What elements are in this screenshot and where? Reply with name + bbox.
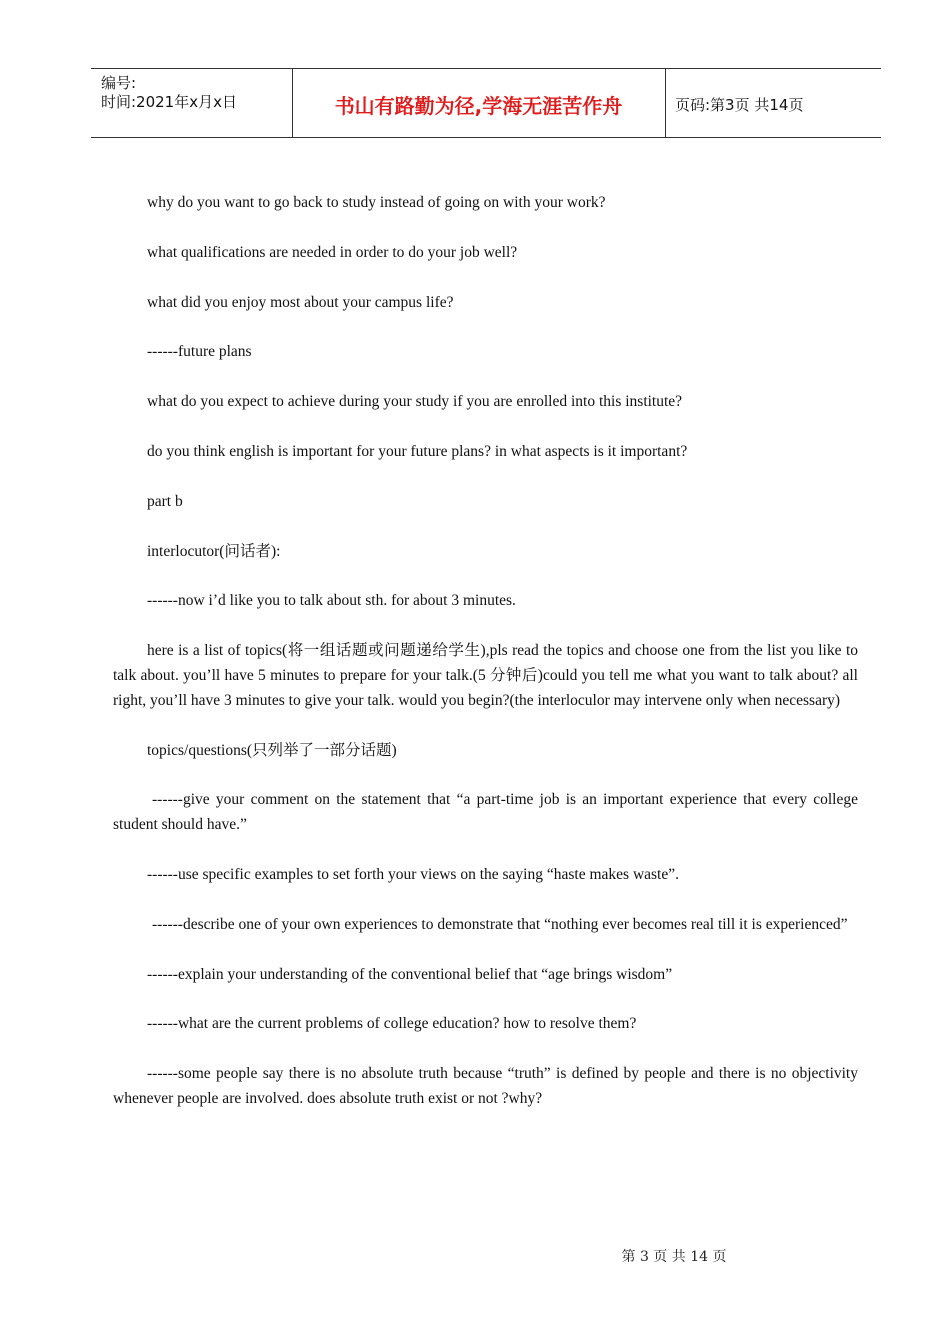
- topic-item: ------explain your understanding of the conventional belief that “age brings wisdom”: [147, 965, 673, 983]
- document-number-label: 编号:: [101, 74, 137, 92]
- paragraph: what did you enjoy most about your campus life?: [147, 293, 454, 311]
- page-header: [91, 68, 881, 138]
- header-motto-cell: [292, 69, 666, 137]
- paragraph: here is a list of topics(将一组话题或问题递给学生),pls read the topics and choose one from the list you like to talk about. you’ll have 5 minutes to prepare for your talk.(5 分钟后)could you tell me what you want to talk about? all right, you’ll have 3 minutes to give your talk. would you begin?(the interloculor may intervene only when necessary): [113, 642, 858, 709]
- topic-item: ------what are the current problems of college education? how to resolve them?: [147, 1015, 637, 1033]
- topic-item: ------describe one of your own experiences to demonstrate that “nothing ever becomes real till it is experienced”: [152, 915, 848, 933]
- section-heading: ------future plans: [147, 343, 252, 361]
- document-body: [113, 191, 858, 1137]
- footer-page-number: 第 3 页 共 14 页: [621, 1249, 727, 1265]
- document-date-label: 时间:2021年x月x日: [101, 93, 237, 111]
- topic-item: ------some people say there is no absolute truth because “truth” is defined by people and there is no objectivity whenever people are involved. does absolute truth exist or not ?why?: [113, 1065, 858, 1107]
- header-meta-cell: [91, 69, 293, 137]
- page-footer: [0, 1246, 950, 1266]
- paragraph: why do you want to go back to study instead of going on with your work?: [147, 194, 606, 211]
- paragraph: what do you expect to achieve during your study if you are enrolled into this institute?: [147, 393, 683, 411]
- section-heading: part b: [147, 492, 183, 510]
- paragraph: ------now i’d like you to talk about sth. for about 3 minutes.: [147, 592, 516, 610]
- paragraph: what qualifications are needed in order to do your job well?: [147, 243, 518, 261]
- topic-item: ------use specific examples to set forth your views on the saying “haste makes waste”.: [147, 865, 679, 883]
- paragraph: do you think english is important for your future plans? in what aspects is it important?: [147, 442, 688, 460]
- header-page-info: 页码:第3页 共14页: [675, 96, 804, 114]
- header-motto: 书山有路勤为径,学海无涯苦作舟: [334, 94, 623, 118]
- paragraph: interlocutor(问话者):: [147, 542, 281, 560]
- topic-item: ------give your comment on the statement that “a part-time job is an important experience that every college student should have.”: [113, 791, 858, 834]
- section-heading: topics/questions(只列举了一部分话题): [147, 741, 397, 759]
- header-page-cell: [666, 69, 881, 137]
